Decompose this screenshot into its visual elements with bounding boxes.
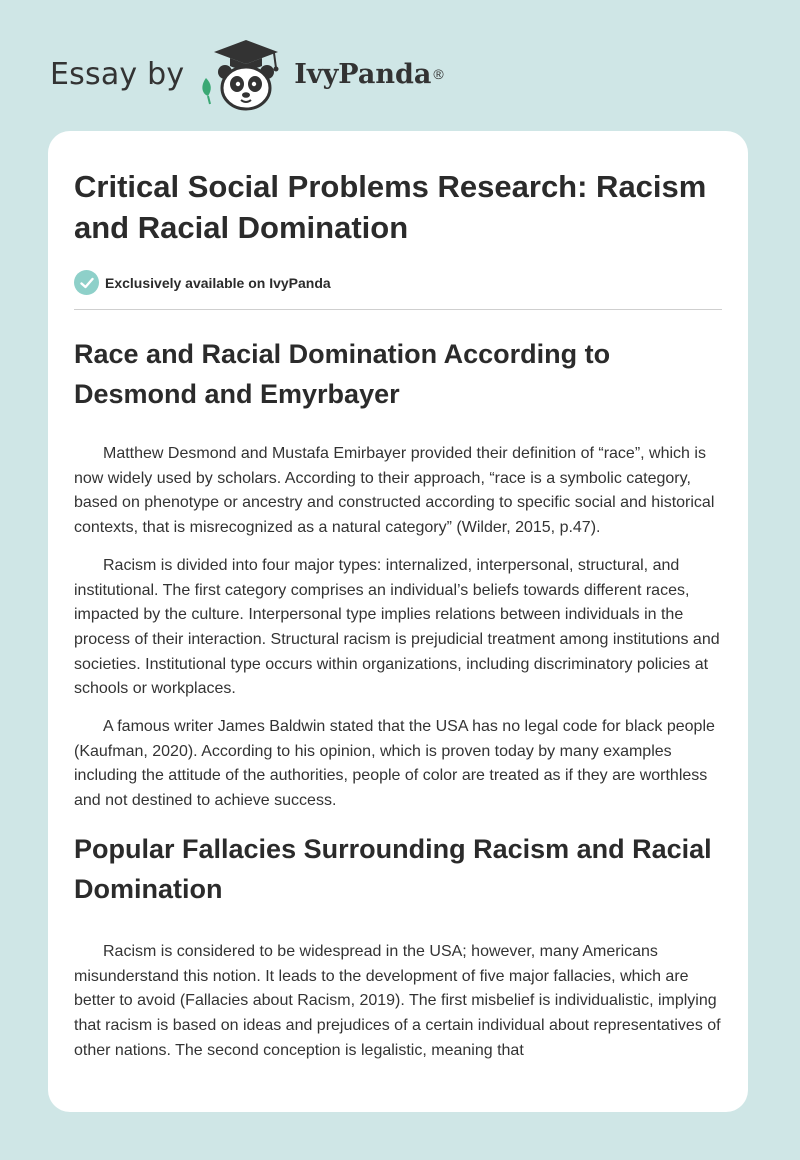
- badge-label: Exclusively available on IvyPanda: [105, 274, 331, 291]
- registered-mark: ®: [433, 66, 444, 82]
- paragraph: Racism is considered to be widespread in the USA; however, many Americans misunderstand this notion. It leads to the development of five major fallacies, which are better to avoid (Fallacies about Racism, 2019). The first misbelief is individualistic, implying that racism is based on ideas and prejudices of a certain individual about representatives of other nations. The second conception is legalistic, meaning that: [74, 942, 721, 1059]
- paragraph: Racism is divided into four major types: internalized, interpersonal, structural, and institutional. The first category comprises an individual’s beliefs towards different races, impacted by the culture. Interpersonal type implies relations between individuals in the process of their interaction. Structural racism is prejudicial treatment among institutions and societies. Institutional type occurs within organizations, including discriminatory policies at schools or workplaces.: [74, 556, 720, 698]
- section-race-domination: [74, 334, 722, 814]
- essay-card: [48, 131, 748, 1112]
- brand-prefix: Essay by: [50, 56, 185, 92]
- section-heading: Popular Fallacies Surrounding Racism and Racial Domination: [74, 833, 712, 904]
- panda-graduate-icon: [198, 34, 290, 114]
- divider: [74, 309, 722, 310]
- paragraph: Matthew Desmond and Mustafa Emirbayer provided their definition of “race”, which is now widely used by scholars. According to their approach, “race is a symbolic category, based on phenotype or ancestry and constructed according to specific social and historical contexts, that is misrecognized as a natural category” (Wilder, 2015, p.47).: [74, 445, 715, 537]
- exclusive-badge: [74, 270, 722, 295]
- paragraph: A famous writer James Baldwin stated that the USA has no legal code for black people (Kaufman, 2020). According to his opinion, which is proven today by many examples including the attitude of the authorities, people of color are treated as if they are worthless and not destined to achieve success.: [74, 718, 715, 810]
- brand-header: [50, 34, 444, 114]
- section-heading: Race and Racial Domination According to Desmond and Emyrbayer: [74, 339, 611, 409]
- essay-title: Critical Social Problems Research: Racism and Racial Domination: [74, 169, 707, 245]
- brand-name: IvyPanda: [294, 58, 432, 90]
- check-circle-icon: [74, 270, 99, 295]
- section-popular-fallacies: [74, 829, 722, 1064]
